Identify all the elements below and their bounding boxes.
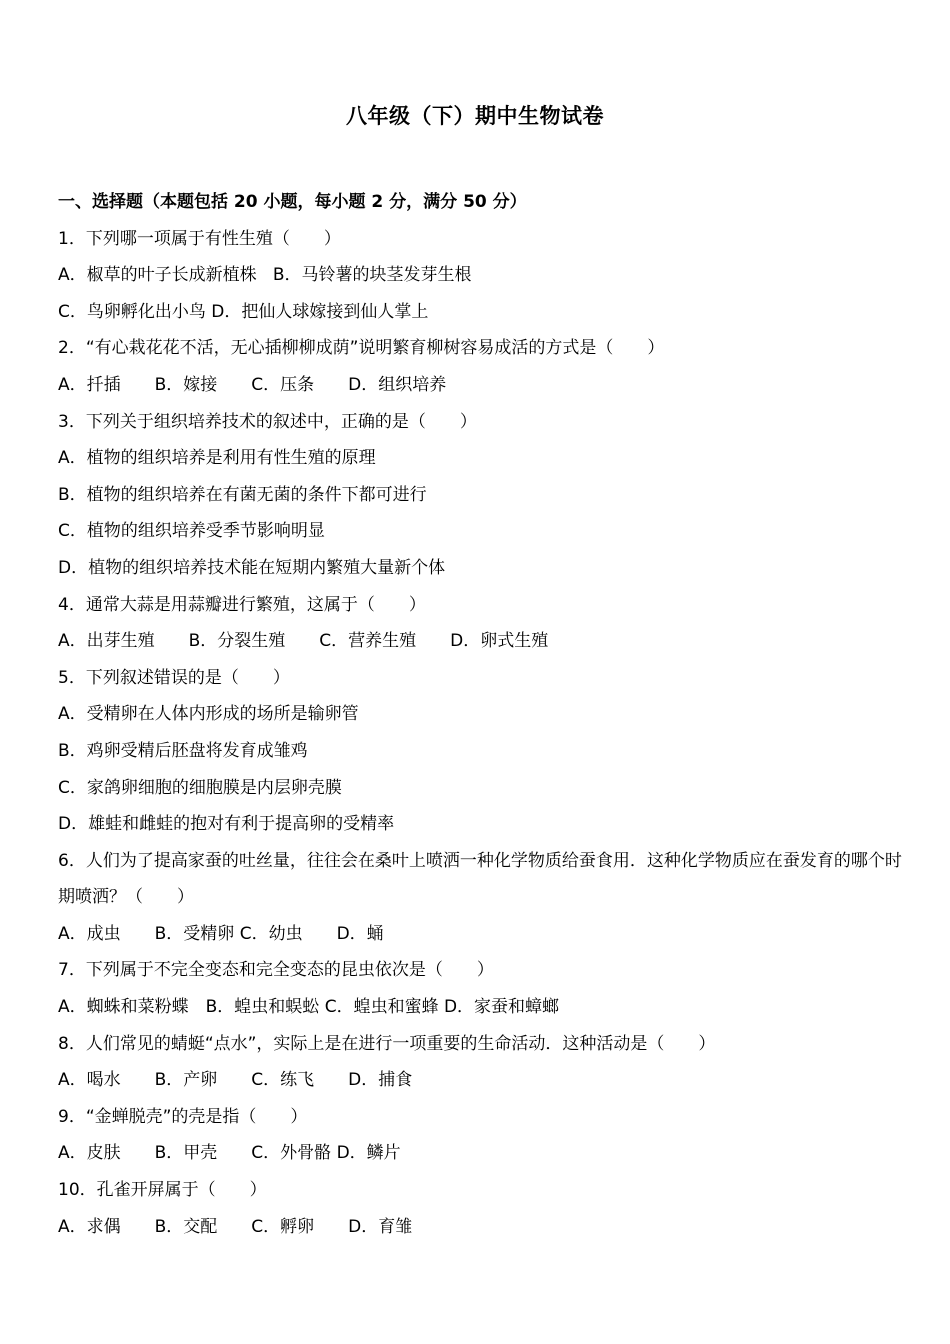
question-10: 10．孔雀开屏属于（ ） <box>58 1180 267 1201</box>
question-6-options: A．成虫 B．受精卵 C．幼虫 D．蛹 <box>58 923 384 944</box>
question-4-options: A．出芽生殖 B．分裂生殖 C．营养生殖 D．卵式生殖 <box>58 631 549 652</box>
question-4: 4．通常大蒜是用蒜瓣进行繁殖，这属于（ ） <box>58 594 426 615</box>
question-9: 9．“金蝉脱壳”的壳是指（ ） <box>58 1106 308 1127</box>
question-1-options-ab: A．椒草的叶子长成新植株 B．马铃薯的块茎发芽生根 <box>58 265 472 286</box>
question-5-option-c: C．家鸽卵细胞的细胞膜是内层卵壳膜 <box>58 777 342 798</box>
section-heading: 一、选择题（本题包括 20 小题，每小题 2 分，满分 50 分） <box>58 192 527 212</box>
question-3-option-c: C．植物的组织培养受季节影响明显 <box>58 521 325 542</box>
question-2: 2．“有心栽花花不活，无心插柳柳成荫”说明繁育柳树容易成活的方式是（ ） <box>58 338 665 359</box>
question-9-options: A．皮肤 B．甲壳 C．外骨骼 D．鳞片 <box>58 1143 401 1164</box>
question-2-options: A．扦插 B．嫁接 C．压条 D．组织培养 <box>58 374 447 395</box>
question-8-options: A．喝水 B．产卵 C．练飞 D．捕食 <box>58 1070 413 1091</box>
question-5-option-a: A．受精卵在人体内形成的场所是输卵管 <box>58 704 359 725</box>
question-5: 5．下列叙述错误的是（ ） <box>58 667 290 688</box>
question-1-options-cd: C．鸟卵孵化出小鸟 D．把仙人球嫁接到仙人掌上 <box>58 301 429 322</box>
question-5-option-d: D．雄蛙和雌蛙的抱对有利于提高卵的受精率 <box>58 814 395 835</box>
question-3: 3．下列关于组织培养技术的叙述中，正确的是（ ） <box>58 411 477 432</box>
exam-content <box>58 184 908 1245</box>
question-3-option-d: D．植物的组织培养技术能在短期内繁殖大量新个体 <box>58 557 446 578</box>
question-7-options: A．蜘蛛和菜粉蝶 B．蝗虫和蜈蚣 C．蝗虫和蜜蜂 D．家蚕和蟑螂 <box>58 997 560 1018</box>
question-10-options: A．求偶 B．交配 C．孵卵 D．育雏 <box>58 1216 413 1237</box>
question-5-option-b: B．鸡卵受精后胚盘将发育成雏鸡 <box>58 740 308 761</box>
question-1: 1．下列哪一项属于有性生殖（ ） <box>58 228 341 249</box>
question-6: 6．人们为了提高家蚕的吐丝量，往往会在桑叶上喷洒一种化学物质给蚕食用．这种化学物质应在蚕发育的哪个时期喷洒？（ ） <box>58 850 902 908</box>
question-3-option-b: B．植物的组织培养在有菌无菌的条件下都可进行 <box>58 484 427 505</box>
question-8: 8．人们常见的蜻蜓“点水”，实际上是在进行一项重要的生命活动．这种活动是（ ） <box>58 1033 716 1054</box>
page-title: 八年级（下）期中生物试卷 <box>346 104 604 128</box>
question-3-option-a: A．植物的组织培养是利用有性生殖的原理 <box>58 448 376 469</box>
question-7: 7．下列属于不完全变态和完全变态的昆虫依次是（ ） <box>58 960 494 981</box>
